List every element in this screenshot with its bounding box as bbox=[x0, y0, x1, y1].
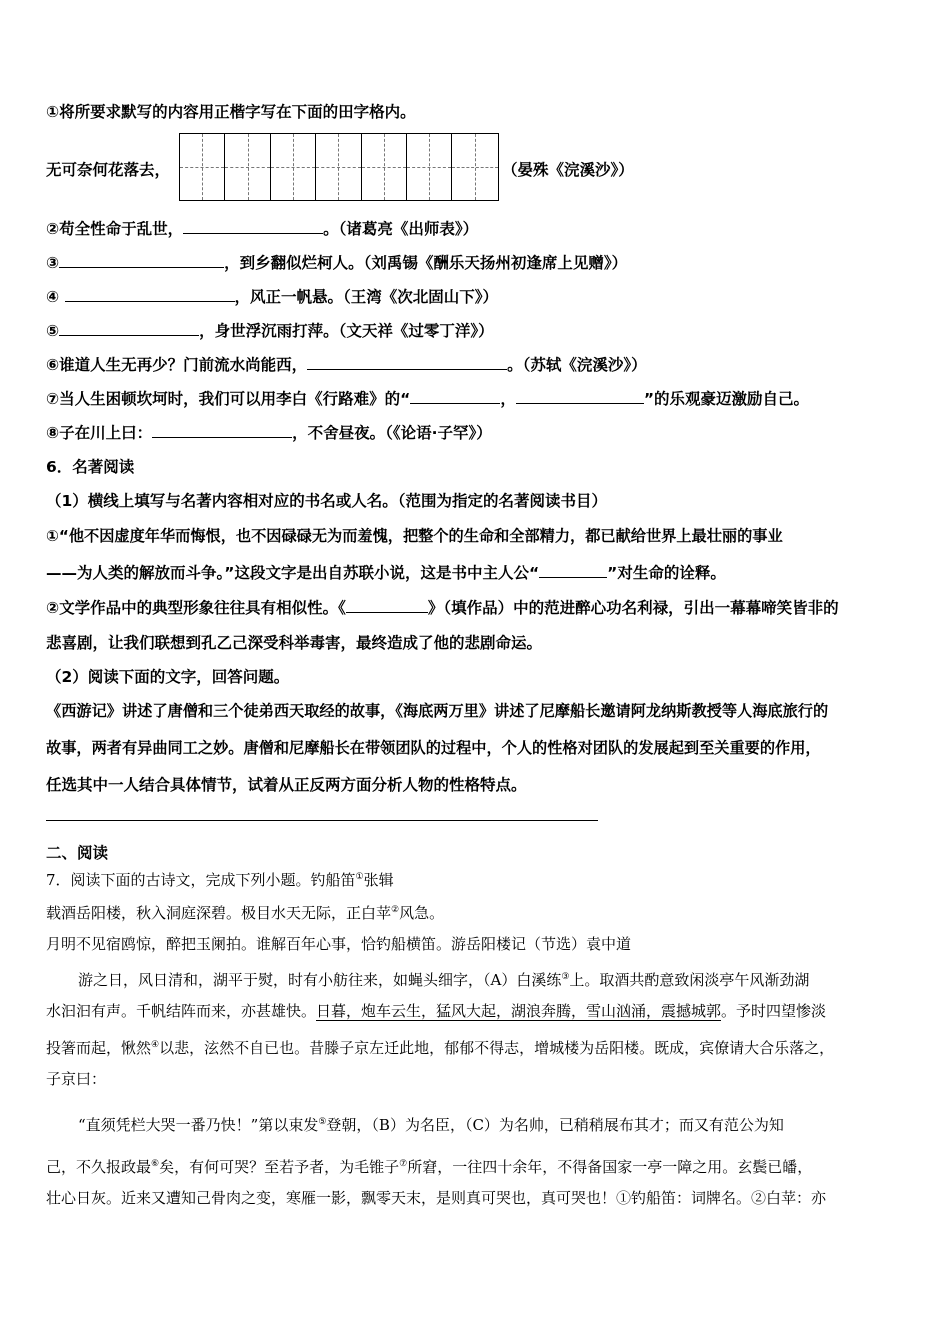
dictation-line-1-source: （晏殊《浣溪沙》） bbox=[502, 161, 634, 179]
answer-line[interactable] bbox=[46, 820, 598, 821]
dictation-line-5: ⑤ ，身世浮沉雨打萍。（文天祥《过零丁洋》） bbox=[46, 319, 494, 342]
underlined-sentence: 日暮，炮车云生，猛风大起，湖浪奔腾，雪山汹涌，震撼城郭 bbox=[316, 1002, 722, 1020]
poem-line-1: 载酒岳阳楼，秋入洞庭深碧。极目水天无际，正白苹②风急。 bbox=[46, 904, 445, 922]
question-6-1a-line-1: ①“他不因虚度年华而悔恨，也不因碌碌无为而羞愧，把整个的生命和全部精力，都已献给世界上最壮丽的事业 bbox=[46, 527, 783, 545]
grid-cell[interactable] bbox=[180, 134, 225, 200]
answer-blank[interactable] bbox=[410, 387, 500, 404]
prose-line-5: “直须凭栏大哭一番乃快！”第以束发⑤登朝，（B）为名臣，（C）为名帅，已稍稍展布其才；而又有范公为知 bbox=[78, 1116, 784, 1134]
prose-line-4: 子京曰： bbox=[46, 1070, 107, 1088]
question-6-1b-line-1: ②文学作品中的典型形象往往具有相似性。《 》（填作品）中的范进醉心功名利禄，引出一幕幕啼笑皆非的 bbox=[46, 596, 839, 619]
question-6-title: 6．名著阅读 bbox=[46, 458, 135, 476]
prose-line-6: 己，不久报政最⑥矣，有何可哭？至若予者，为毛锥子⑦所窘，一往四十余年，不得备国家一亭一障之用。玄鬓已皤， bbox=[46, 1158, 813, 1176]
tianzi-grid[interactable] bbox=[179, 133, 499, 201]
question-6-part-2-title: （2）阅读下面的文字，回答问题。 bbox=[46, 668, 290, 686]
question-6-2-line-2: 故事，两者有异曲同工之妙。唐僧和尼摩船长在带领团队的过程中，个人的性格对团队的发展起到至关重要的作用， bbox=[46, 739, 821, 757]
dictation-line-1: 无可奈何花落去， bbox=[46, 161, 171, 179]
grid-cell[interactable] bbox=[316, 134, 361, 200]
dictation-instruction: ①将所要求默写的内容用正楷字写在下面的田字格内。 bbox=[46, 103, 416, 121]
question-6-2-line-1: 《西游记》讲述了唐僧和三个徒弟西天取经的故事，《海底两万里》讲述了尼摩船长邀请阿龙纳斯教授等人海底旅行的 bbox=[46, 702, 829, 720]
prose-line-2: 水汩汩有声。千帆结阵而来，亦甚雄快。日暮，炮车云生，猛风大起，湖浪奔腾，雪山汹涌，震撼城郭。予时四望惨淡 bbox=[46, 1002, 827, 1020]
answer-blank[interactable] bbox=[307, 353, 507, 370]
answer-blank[interactable] bbox=[516, 387, 644, 404]
grid-cell[interactable] bbox=[452, 134, 497, 200]
dictation-line-3: ③ ，到乡翻似烂柯人。（刘禹锡《酬乐天扬州初逢席上见赠》） bbox=[46, 251, 627, 274]
question-7-intro: 7．阅读下面的古诗文，完成下列小题。钓船笛①张辑 bbox=[46, 871, 394, 889]
poem-line-2: 月明不见宿鸥惊，醉把玉阑拍。谁解百年心事，恰钓船横笛。游岳阳楼记（节选）袁中道 bbox=[46, 935, 632, 953]
question-6-1b-line-2: 悲喜剧，让我们联想到孔乙己深受科举毒害，最终造成了他的悲剧命运。 bbox=[46, 634, 543, 652]
prose-line-3: 投箸而起，愀然④以悲，泫然不自已也。昔滕子京左迁此地，郁郁不得志，增城楼为岳阳楼。既成，宾僚请大合乐落之， bbox=[46, 1039, 835, 1057]
grid-cell[interactable] bbox=[271, 134, 316, 200]
dictation-line-8: ⑧子在川上曰： ，不舍昼夜。（《论语·子罕》） bbox=[46, 421, 492, 444]
answer-blank[interactable] bbox=[539, 561, 607, 578]
prose-line-1: 游之日，风日清和，湖平于熨，时有小舫往来，如蝇头细字，（A）白溪练③上。取酒共酌意致闲淡亭午风渐劲湖 bbox=[78, 971, 810, 989]
question-6-1a-line-2: ——为人类的解放而斗争。”这段文字是出自苏联小说，这是书中主人公“ ”对生命的诠释。 bbox=[46, 561, 726, 584]
prose-line-7: 壮心日灰。近来又遭知己骨肉之变，寒雁一影，飘零天末，是则真可哭也，真可哭也！①钓船笛：词牌名。②白苹：亦 bbox=[46, 1189, 827, 1207]
answer-blank[interactable] bbox=[183, 217, 323, 234]
answer-blank[interactable] bbox=[346, 596, 428, 613]
dictation-line-6: ⑥谁道人生无再少？门前流水尚能西， 。（苏轼《浣溪沙》） bbox=[46, 353, 647, 376]
answer-blank[interactable] bbox=[152, 421, 292, 438]
answer-blank[interactable] bbox=[65, 285, 235, 302]
dictation-line-7: ⑦当人生困顿坎坷时，我们可以用李白《行路难》的“ ， ”的乐观豪迈激励自己。 bbox=[46, 387, 809, 410]
grid-cell[interactable] bbox=[225, 134, 270, 200]
grid-cell[interactable] bbox=[407, 134, 452, 200]
grid-cell[interactable] bbox=[362, 134, 407, 200]
section-2-title: 二、阅读 bbox=[46, 844, 109, 862]
question-6-2-line-3: 任选其中一人结合具体情节，试着从正反两方面分析人物的性格特点。 bbox=[46, 776, 527, 794]
answer-blank[interactable] bbox=[59, 319, 199, 336]
dictation-line-4: ④ ，风正一帆悬。（王湾《次北固山下》） bbox=[46, 285, 498, 308]
dictation-line-2: ②苟全性命于乱世， 。（诸葛亮《出师表》） bbox=[46, 217, 478, 240]
question-6-part-1-title: （1）横线上填写与名著内容相对应的书名或人名。（范围为指定的名著阅读书目） bbox=[46, 492, 608, 510]
answer-blank[interactable] bbox=[59, 251, 224, 268]
